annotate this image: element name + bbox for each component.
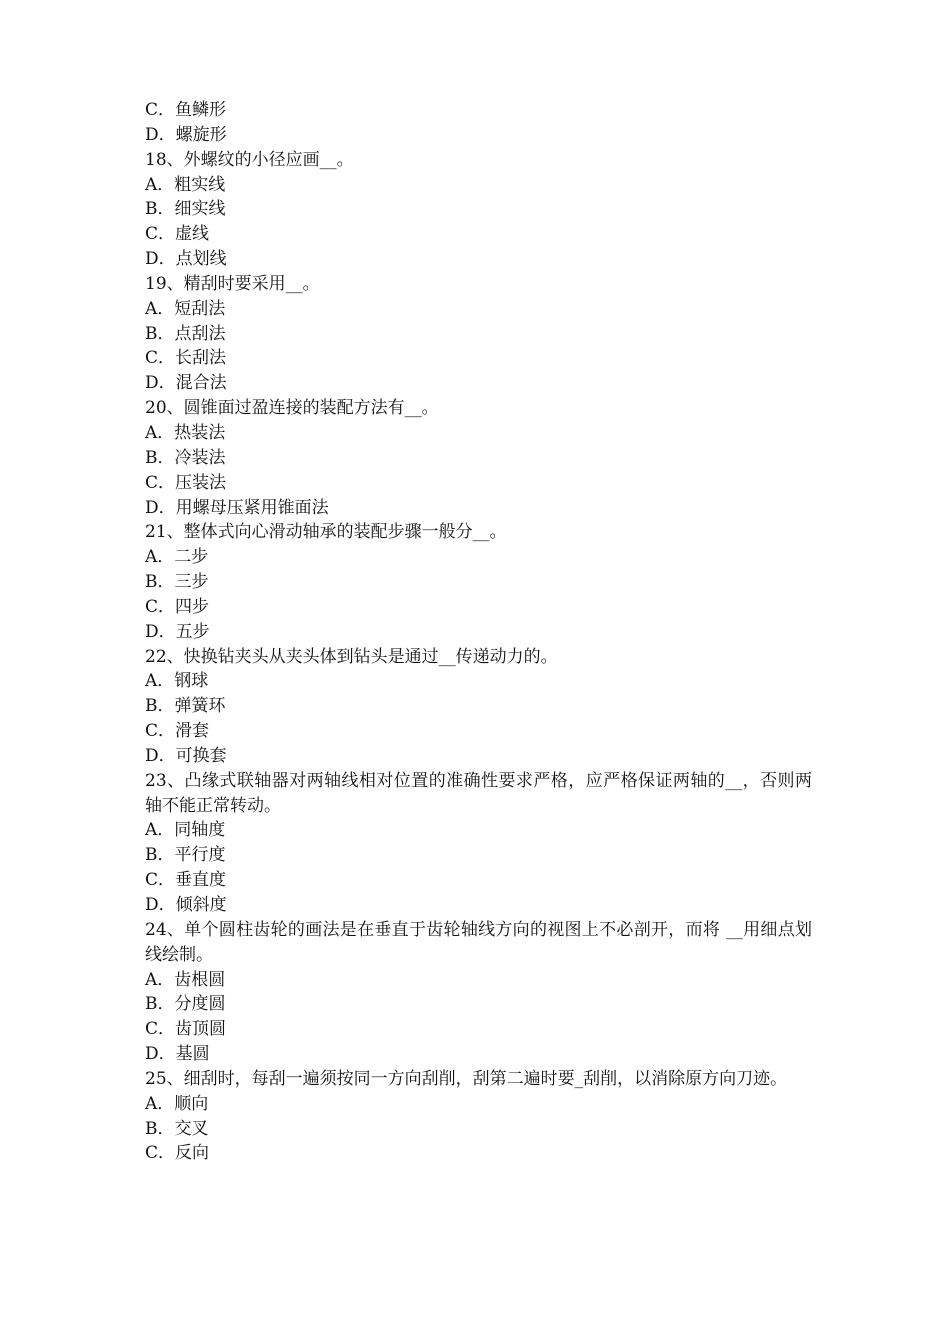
question-18: [145, 148, 812, 272]
option-line: B．分度圆: [145, 994, 226, 1015]
option-line: D．五步: [145, 621, 210, 642]
question-21: [145, 520, 812, 644]
option-line: B．冷装法: [145, 447, 226, 468]
option-line: B．点刮法: [145, 323, 226, 344]
option-line: C．四步: [145, 596, 210, 617]
question-19: [145, 272, 812, 396]
question-text: 18、外螺纹的小径应画__。: [145, 149, 354, 170]
question-text: 21、整体式向心滑动轴承的装配步骤一般分__。: [145, 522, 507, 543]
question-24: [145, 918, 812, 1067]
option-line: A．齿根圆: [145, 969, 226, 990]
option-line: C．反向: [145, 1143, 210, 1164]
question-22: [145, 645, 812, 769]
option-line: C．长刮法: [145, 348, 227, 369]
option-line: C．虚线: [145, 224, 210, 245]
option-line: A．热装法: [145, 422, 226, 443]
option-line: D．基圆: [145, 1044, 210, 1065]
question-text: 23、凸缘式联轴器对两轴线相对位置的准确性要求严格，应严格保证两轴的__，否则两轴不能正常转动。: [145, 770, 812, 816]
leading-options: [145, 98, 812, 148]
option-line: D．点划线: [145, 249, 227, 270]
question-text: 24、单个圆柱齿轮的画法是在垂直于齿轮轴线方向的视图上不必剖开，而将 __用细点划线绘制。: [145, 919, 812, 965]
option-line: C．压装法: [145, 472, 227, 493]
option-line: C．齿顶圆: [145, 1019, 227, 1040]
question-text: 19、精刮时要采用__。: [145, 273, 320, 294]
option-line: A．短刮法: [145, 298, 226, 319]
option-line: C．鱼鳞形: [145, 100, 227, 120]
question-23: [145, 769, 812, 918]
option-line: B．细实线: [145, 199, 226, 220]
option-line: D．倾斜度: [145, 895, 227, 915]
question-20: [145, 396, 812, 520]
option-line: A．粗实线: [145, 174, 226, 195]
option-line: A．同轴度: [145, 820, 226, 841]
question-text: 22、快换钻夹头从夹头体到钻头是通过__传递动力的。: [145, 646, 558, 667]
question-text: 20、圆锥面过盈连接的装配方法有__。: [145, 398, 439, 419]
option-line: A．二步: [145, 547, 209, 568]
question-text: 25、细刮时，每刮一遍须按同一方向刮削，刮第二遍时要_刮削，以消除原方向刀迹。: [145, 1068, 788, 1089]
option-line: C．垂直度: [145, 870, 227, 891]
option-line: A．顺向: [145, 1093, 209, 1114]
option-line: B．弹簧环: [145, 696, 226, 717]
option-line: D．用螺母压紧用锥面法: [145, 497, 329, 518]
option-line: D．可换套: [145, 745, 227, 766]
option-line: A．钢球: [145, 671, 209, 692]
option-line: B．平行度: [145, 845, 226, 866]
option-line: D．螺旋形: [145, 124, 227, 145]
option-line: B．交叉: [145, 1118, 209, 1139]
option-line: B．三步: [145, 572, 209, 593]
option-line: D．混合法: [145, 373, 227, 394]
question-25: [145, 1067, 812, 1166]
option-line: C．滑套: [145, 721, 210, 742]
